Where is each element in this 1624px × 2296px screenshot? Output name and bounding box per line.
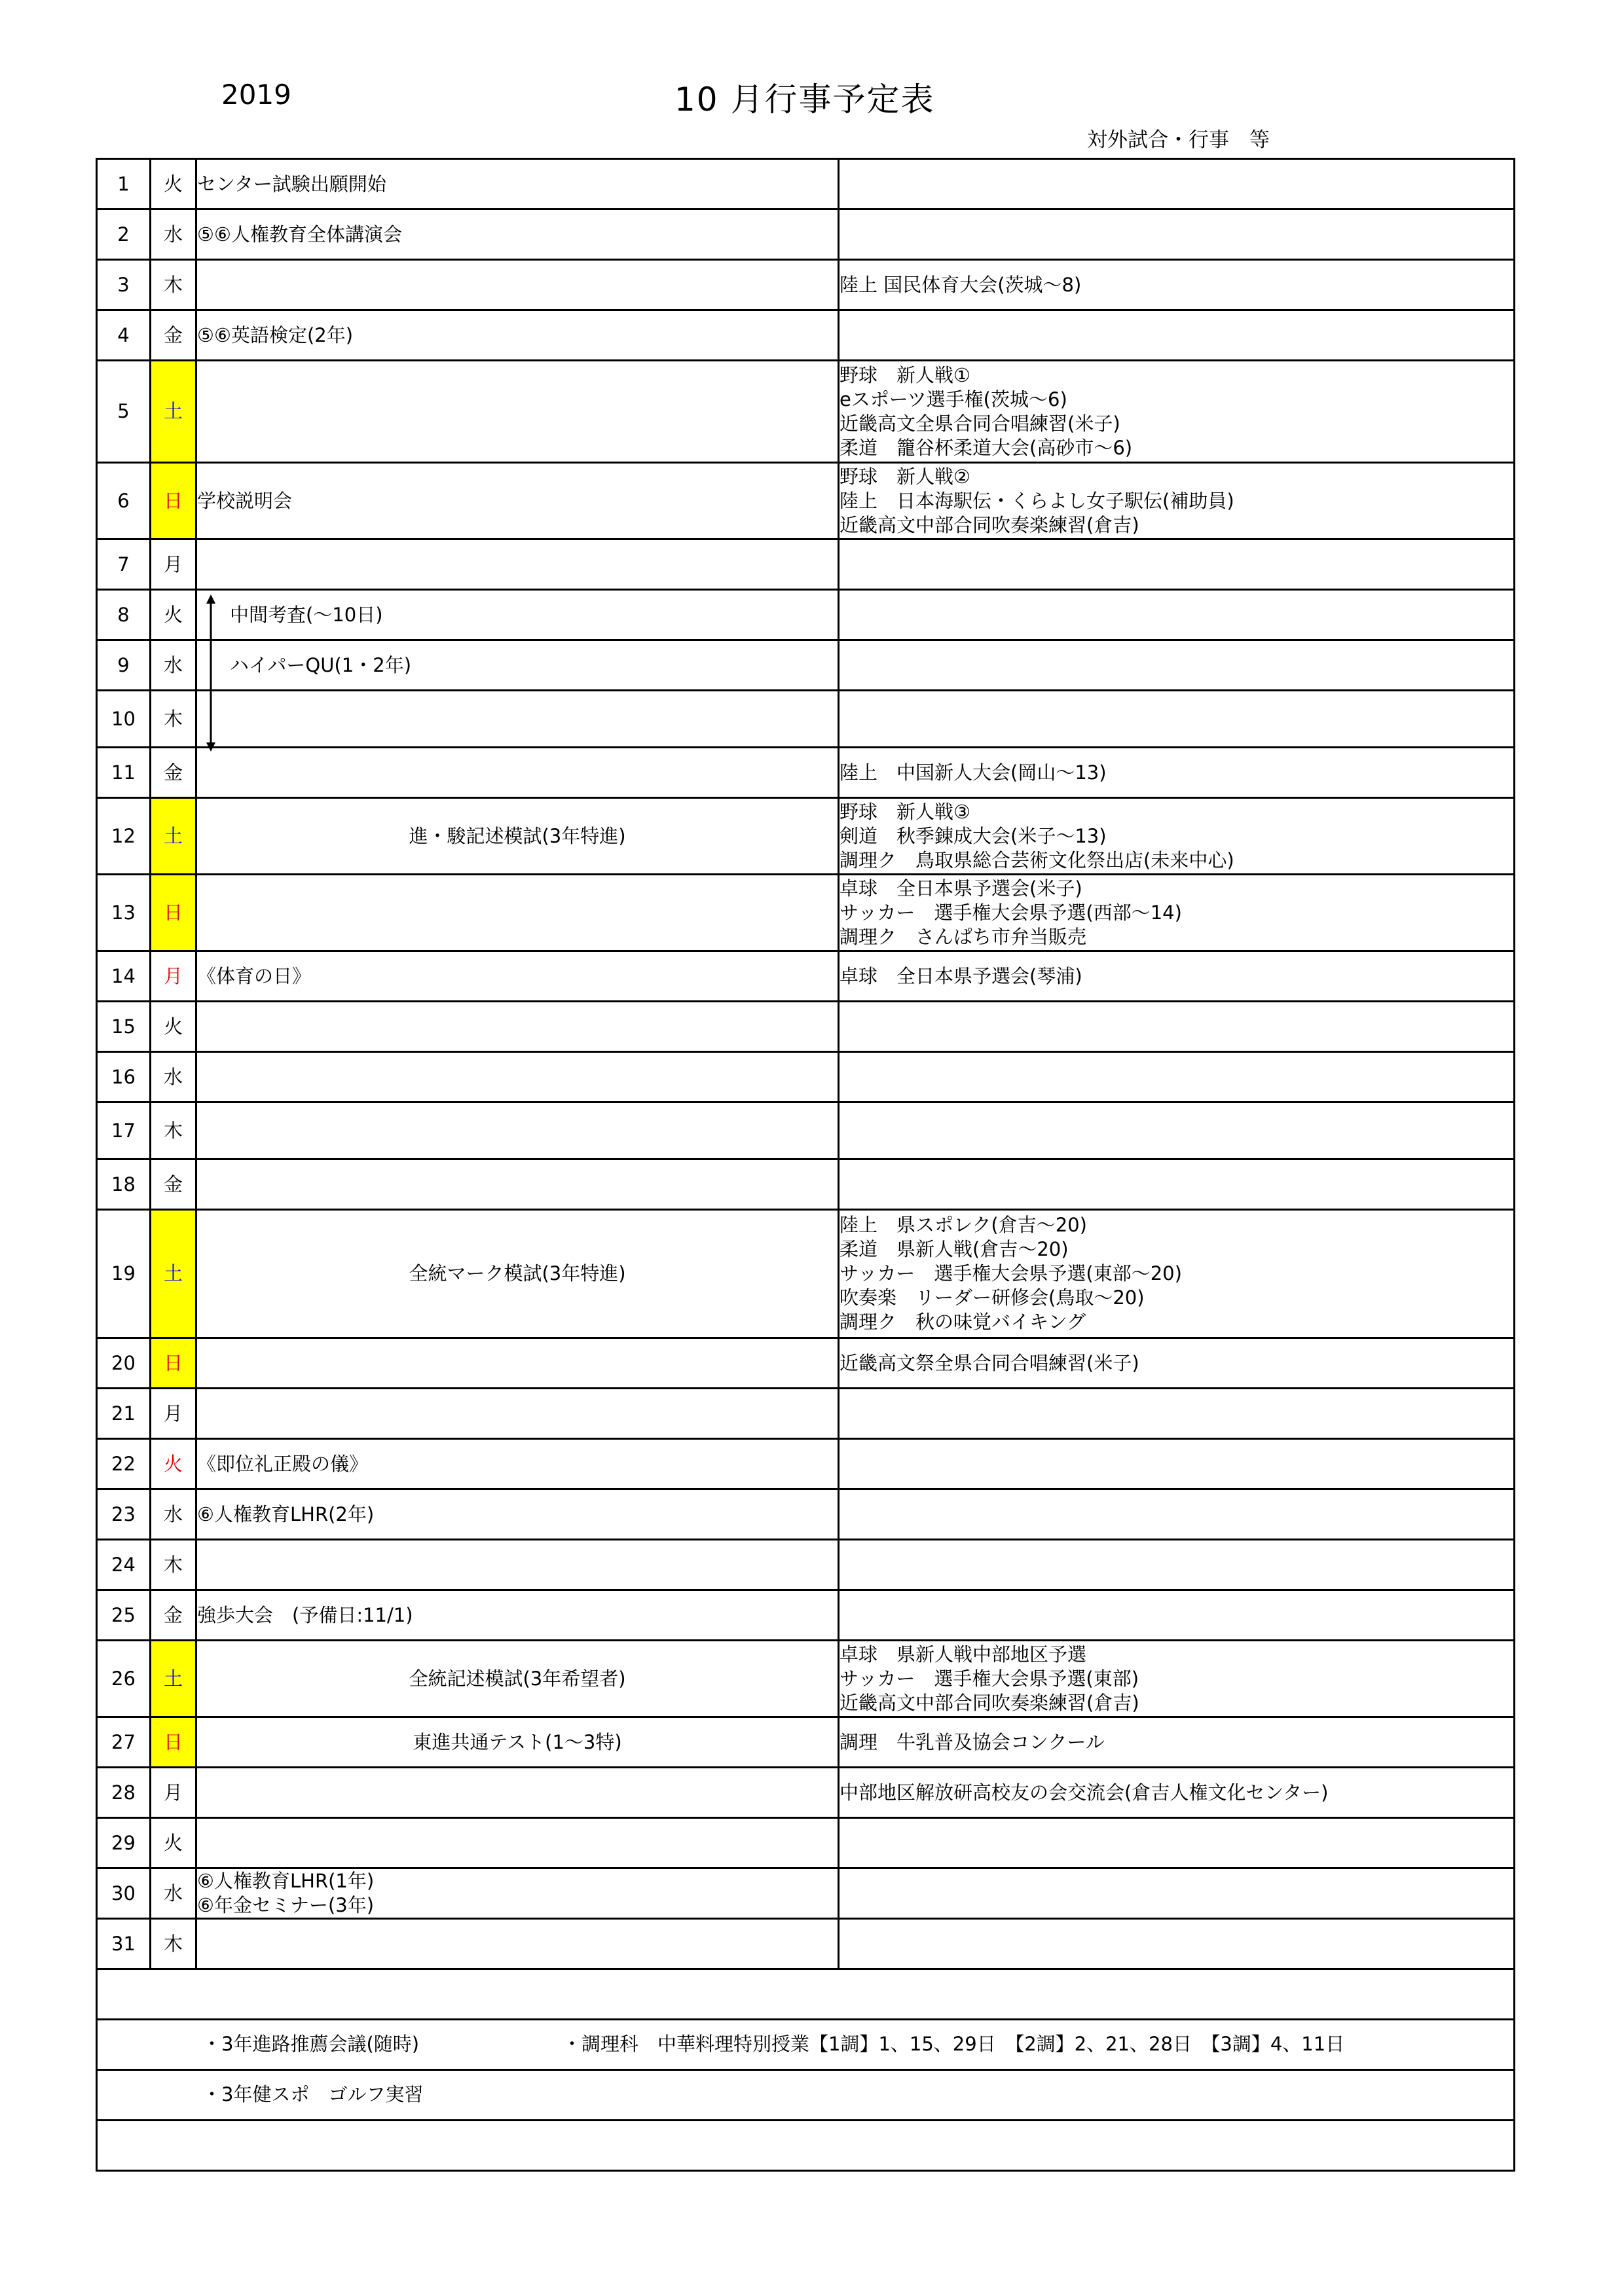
external-event-cell — [839, 1919, 1515, 1969]
day-row — [97, 1338, 1515, 1389]
external-event-cell — [839, 361, 1515, 463]
school-event: ⑤⑥英語検定(2年) — [197, 323, 354, 346]
day-row — [97, 463, 1515, 539]
external-event: 野球 新人戦① eスポーツ選手権(茨城～6) 近畿高文全県合同合唱練習(米子) 柔道 籠谷杯柔道大会(高砂市～6) — [840, 363, 1133, 459]
weekday: 木 — [151, 1540, 196, 1590]
external-event-cell — [839, 798, 1515, 875]
school-event-cell — [196, 1439, 839, 1489]
external-event-cell — [839, 1389, 1515, 1439]
school-event: 全統マーク模試(3年特進) — [409, 1262, 626, 1285]
day-number: 3 — [97, 260, 151, 310]
weekday: 水 — [151, 1052, 196, 1102]
day-number: 14 — [97, 951, 151, 1002]
external-event-cell — [839, 1590, 1515, 1641]
weekday: 土 — [151, 1641, 196, 1717]
weekday: 木 — [151, 260, 196, 310]
day-row — [97, 1052, 1515, 1102]
school-event-cell — [196, 590, 839, 640]
external-event-cell — [839, 1159, 1515, 1210]
weekday: 金 — [151, 1590, 196, 1641]
weekday: 火 — [151, 590, 196, 640]
school-event: 東進共通テスト(1～3特) — [413, 1730, 622, 1753]
school-event-cell — [196, 260, 839, 310]
weekday: 金 — [151, 748, 196, 798]
weekday: 土 — [151, 1210, 196, 1338]
weekday: 日 — [151, 875, 196, 951]
footer-note: ・3年健スポ ゴルフ実習 — [202, 2083, 424, 2105]
external-event-cell — [839, 1338, 1515, 1389]
school-event-cell — [196, 1052, 839, 1102]
day-number: 12 — [97, 798, 151, 875]
day-number: 2 — [97, 210, 151, 260]
footer-row — [97, 2121, 1515, 2171]
school-event: ⑤⑥人権教育全体講演会 — [197, 223, 402, 246]
day-row — [97, 1002, 1515, 1052]
external-event: 卓球 全日本県予選会(琴浦) — [840, 964, 1082, 987]
day-number: 9 — [97, 640, 151, 691]
day-row — [97, 1717, 1515, 1768]
day-number: 11 — [97, 748, 151, 798]
day-number: 17 — [97, 1102, 151, 1159]
weekday: 火 — [151, 1818, 196, 1868]
day-row — [97, 875, 1515, 951]
external-event: 陸上 中国新人大会(岡山～13) — [840, 761, 1107, 784]
day-number: 13 — [97, 875, 151, 951]
school-event-cell — [196, 1641, 839, 1717]
external-event-cell — [839, 539, 1515, 590]
day-number: 26 — [97, 1641, 151, 1717]
school-event-cell — [196, 1102, 839, 1159]
school-event: 強歩大会 (予備日:11/1) — [197, 1603, 413, 1626]
day-number: 8 — [97, 590, 151, 640]
day-number: 30 — [97, 1868, 151, 1919]
school-event-cell — [196, 1489, 839, 1540]
external-event-cell — [839, 1717, 1515, 1768]
day-row — [97, 361, 1515, 463]
footer-note: ・3年進路推薦会議(随時) — [202, 2033, 420, 2055]
weekday: 月 — [151, 1768, 196, 1818]
external-event-cell — [839, 1641, 1515, 1717]
school-event-cell — [196, 1338, 839, 1389]
weekday: 金 — [151, 1159, 196, 1210]
school-event: 進・駿記述模試(3年特進) — [409, 824, 626, 847]
school-event: 中間考査(～10日) — [230, 603, 383, 626]
external-event-cell — [839, 210, 1515, 260]
day-row — [97, 951, 1515, 1002]
day-number: 6 — [97, 463, 151, 539]
day-row — [97, 1159, 1515, 1210]
school-event-cell — [196, 1818, 839, 1868]
school-event-cell — [196, 463, 839, 539]
day-row — [97, 798, 1515, 875]
external-event: 陸上 国民体育大会(茨城～8) — [840, 273, 1082, 296]
external-event-cell — [839, 691, 1515, 748]
external-event: 陸上 県スポレク(倉吉～20) 柔道 県新人戦(倉吉～20) サッカー 選手権大会県予選(東部～20) 吹奏楽 リーダー研修会(鳥取～20) 調理ク 秋の味覚バイキング — [840, 1214, 1182, 1333]
weekday: 月 — [151, 539, 196, 590]
day-row — [97, 210, 1515, 260]
external-event-cell — [839, 875, 1515, 951]
external-event-cell — [839, 1439, 1515, 1489]
school-event-cell — [196, 798, 839, 875]
school-event-cell — [196, 1159, 839, 1210]
day-number: 7 — [97, 539, 151, 590]
school-event: 全統記述模試(3年希望者) — [409, 1667, 626, 1690]
page-title: 10 月行事予定表 — [674, 81, 935, 118]
weekday: 月 — [151, 1389, 196, 1439]
day-number: 20 — [97, 1338, 151, 1389]
school-event: 《即位礼正殿の儀》 — [197, 1452, 369, 1475]
weekday: 月 — [151, 951, 196, 1002]
school-event-cell — [196, 951, 839, 1002]
weekday: 日 — [151, 1717, 196, 1768]
weekday: 火 — [151, 1002, 196, 1052]
day-row — [97, 748, 1515, 798]
external-event: 野球 新人戦③ 剣道 秋季錬成大会(米子～13) 調理ク 鳥取県総合芸術文化祭出店(未来中心) — [840, 800, 1234, 871]
footer-row — [97, 2020, 1515, 2070]
school-event-cell — [196, 1002, 839, 1052]
external-event-cell — [839, 1210, 1515, 1338]
day-row — [97, 1818, 1515, 1868]
day-row — [97, 1102, 1515, 1159]
day-row — [97, 691, 1515, 748]
day-row — [97, 1868, 1515, 1919]
weekday: 日 — [151, 1338, 196, 1389]
external-event: 野球 新人戦② 陸上 日本海駅伝・くらよし女子駅伝(補助員) 近畿高文中部合同吹奏楽練習(倉吉) — [840, 465, 1234, 536]
day-row — [97, 1540, 1515, 1590]
school-event: 学校説明会 — [197, 489, 293, 512]
external-event-cell — [839, 1540, 1515, 1590]
school-event-cell — [196, 691, 839, 748]
day-number: 16 — [97, 1052, 151, 1102]
weekday: 木 — [151, 1919, 196, 1969]
external-event-cell — [839, 1052, 1515, 1102]
school-event-cell — [196, 1717, 839, 1768]
external-event-cell — [839, 590, 1515, 640]
day-row — [97, 1590, 1515, 1641]
external-event-cell — [839, 159, 1515, 210]
weekday: 水 — [151, 1868, 196, 1919]
weekday: 土 — [151, 798, 196, 875]
weekday: 木 — [151, 691, 196, 748]
school-event-cell — [196, 748, 839, 798]
day-row — [97, 640, 1515, 691]
external-event: 近畿高文祭全県合同合唱練習(米子) — [840, 1351, 1139, 1374]
day-number: 19 — [97, 1210, 151, 1338]
day-row — [97, 159, 1515, 210]
day-number: 23 — [97, 1489, 151, 1540]
day-row — [97, 1919, 1515, 1969]
day-row — [97, 260, 1515, 310]
school-event-cell — [196, 1919, 839, 1969]
external-event-cell — [839, 748, 1515, 798]
day-number: 25 — [97, 1590, 151, 1641]
external-event-cell — [839, 1768, 1515, 1818]
school-event: ⑥人権教育LHR(1年) ⑥年金セミナー(3年) — [197, 1870, 375, 1916]
school-event-cell — [196, 159, 839, 210]
weekday: 土 — [151, 361, 196, 463]
day-number: 31 — [97, 1919, 151, 1969]
footer-row — [97, 2070, 1515, 2121]
day-row — [97, 590, 1515, 640]
day-number: 28 — [97, 1768, 151, 1818]
day-number: 22 — [97, 1439, 151, 1489]
day-number: 29 — [97, 1818, 151, 1868]
school-event-cell — [196, 1868, 839, 1919]
school-event-cell — [196, 1540, 839, 1590]
day-number: 15 — [97, 1002, 151, 1052]
weekday: 木 — [151, 1102, 196, 1159]
calendar-table — [96, 158, 1515, 2172]
school-event: センター試験出願開始 — [197, 172, 386, 195]
school-event: ⑥人権教育LHR(2年) — [197, 1503, 375, 1525]
footer-note: ・調理科 中華料理特別授業【1調】1、15、29日 【2調】2、21、28日 【3調】4、11日 — [563, 2033, 1345, 2055]
external-event: 中部地区解放研高校友の会交流会(倉吉人権文化センター) — [840, 1781, 1329, 1804]
school-event-cell — [196, 310, 839, 361]
external-event-cell — [839, 463, 1515, 539]
day-number: 4 — [97, 310, 151, 361]
footer-row — [97, 1969, 1515, 2020]
external-event-cell — [839, 951, 1515, 1002]
external-event-cell — [839, 1489, 1515, 1540]
school-event-cell — [196, 875, 839, 951]
day-number: 5 — [97, 361, 151, 463]
school-event: 《体育の日》 — [197, 964, 312, 987]
school-event-cell — [196, 539, 839, 590]
external-event: 調理 牛乳普及協会コンクール — [840, 1730, 1105, 1753]
weekday: 水 — [151, 640, 196, 691]
external-event-cell — [839, 260, 1515, 310]
day-row — [97, 1389, 1515, 1439]
external-event-cell — [839, 1102, 1515, 1159]
day-row — [97, 539, 1515, 590]
external-event: 卓球 全日本県予選会(米子) サッカー 選手権大会県予選(西部～14) 調理ク さんぱち市弁当販売 — [840, 877, 1182, 948]
weekday: 水 — [151, 1489, 196, 1540]
weekday: 水 — [151, 210, 196, 260]
year: 2019 — [221, 79, 291, 111]
day-row — [97, 1439, 1515, 1489]
day-row — [97, 1489, 1515, 1540]
external-event-cell — [839, 1868, 1515, 1919]
column-note: 対外試合・行事 等 — [1087, 128, 1270, 152]
day-number: 10 — [97, 691, 151, 748]
external-event-cell — [839, 1002, 1515, 1052]
day-row — [97, 1768, 1515, 1818]
day-row — [97, 1210, 1515, 1338]
external-event-cell — [839, 1818, 1515, 1868]
school-event-cell — [196, 1590, 839, 1641]
weekday: 火 — [151, 1439, 196, 1489]
external-event-cell — [839, 310, 1515, 361]
school-event-cell — [196, 361, 839, 463]
day-number: 21 — [97, 1389, 151, 1439]
school-event-cell — [196, 210, 839, 260]
weekday: 火 — [151, 159, 196, 210]
day-row — [97, 310, 1515, 361]
external-event: 卓球 県新人戦中部地区予選 サッカー 選手権大会県予選(東部) 近畿高文中部合同吹奏楽練習(倉吉) — [840, 1643, 1139, 1714]
day-number: 24 — [97, 1540, 151, 1590]
school-event-cell — [196, 1768, 839, 1818]
school-event-cell — [196, 1210, 839, 1338]
day-row — [97, 1641, 1515, 1717]
school-event-cell — [196, 1389, 839, 1439]
external-event-cell — [839, 640, 1515, 691]
day-number: 27 — [97, 1717, 151, 1768]
weekday: 金 — [151, 310, 196, 361]
day-number: 1 — [97, 159, 151, 210]
school-event: ハイパーQU(1・2年) — [230, 653, 412, 676]
day-number: 18 — [97, 1159, 151, 1210]
weekday: 日 — [151, 463, 196, 539]
school-event-cell — [196, 640, 839, 691]
